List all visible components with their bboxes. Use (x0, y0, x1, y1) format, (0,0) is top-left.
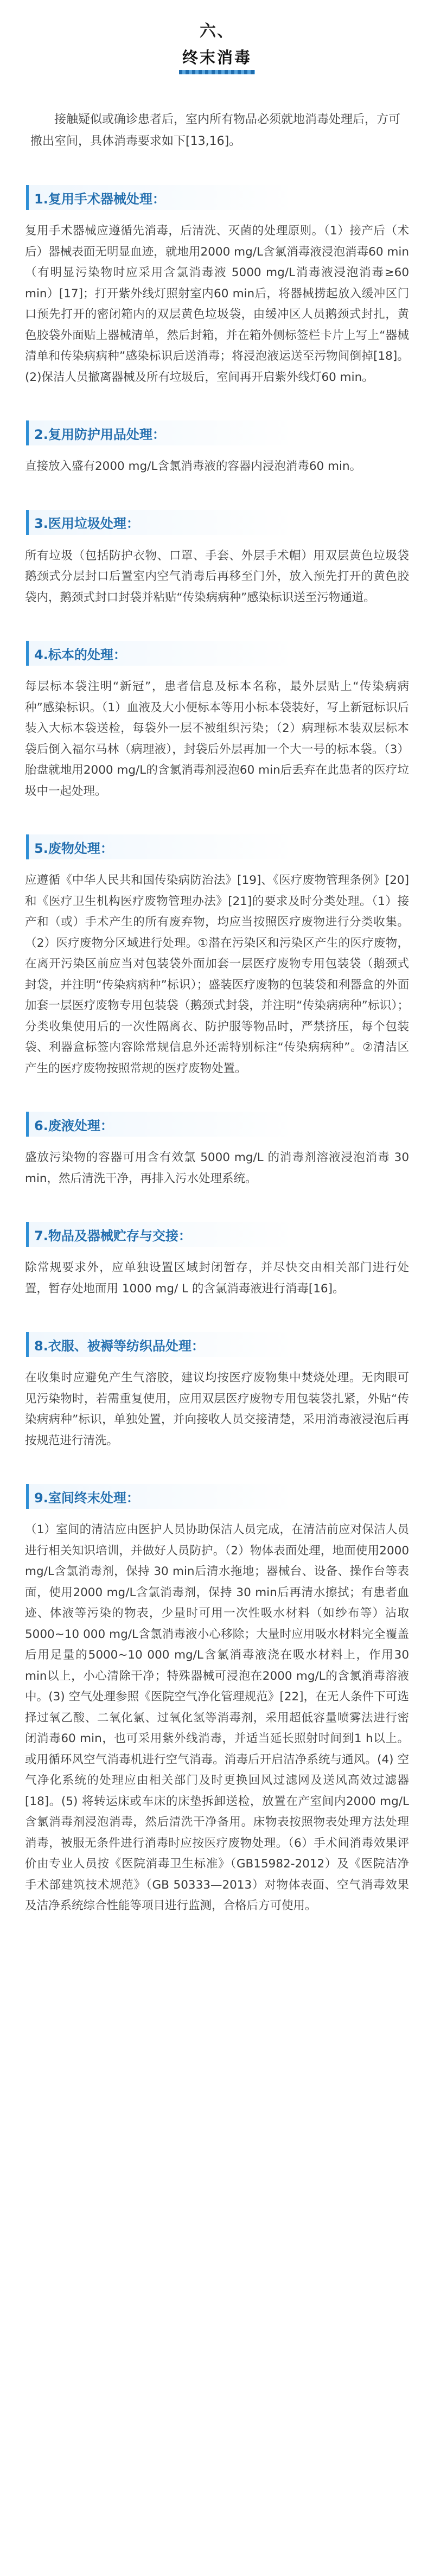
section-body (25, 1368, 409, 1451)
section-body (25, 456, 409, 477)
section-paragraph: 直接放入盛有2000 mg/L含氯消毒液的容器内浸泡消毒60 min。 (25, 460, 362, 473)
section-paragraph: （1）室间的清洁应由医护人员协助保洁人员完成，在清洁前应对保洁人员进行相关知识培训，并做好人员防护。（2）物体表面处理，地面使用2000 mg/L含氯消毒剂，保持 30 min后清水拖地；器械台、设备、操作台等表面，使用2000 mg/L含氯消毒剂，保持 30 min后再清水擦拭；有患者血迹、体液等污染的物表，少量时可用一次性吸水材料（如纱布等）沾取5000~10 000 mg/L含氯消毒液小心移除；大量时应用吸水材料完全覆盖后用足量的5000~10 000 mg/L含氯消毒液浇在吸水材料上，作用30 min以上，小心清除干净；特殊器械可浸泡在2000 mg/L的含氯消毒溶液中。(3) 空气处理参照《医院空气净化管理规范》[22]，在无人条件下可选择过氧乙酸、二氧化氯、过氧化氢等消毒剂，采用超低容量喷雾法进行密闭消毒60 min，也可采用紫外线消毒，并适当延长照射时间到1 h以上。或用循环风空气消毒机进行空气消毒。消毒后开启洁净系统与通风。(4) 空气净化系统的处理应由相关部门及时更换回风过滤网及送风高效过滤器[18]。(5) 将转运床或车床的床垫拆卸送检，放置在产室间内2000 mg/L含氯消毒剂浸泡消毒，然后清洗干净备用。床物表按照物表处理方法处理消毒，被服无条件进行消毒时应按医疗废物处理。（6）手术间消毒效果评价由专业人员按《医院消毒卫生标准》（GB15982-2012）及《医院洁净手术部建筑技术规范》（GB 50333—2013）对物体表面、空气消毒效果及洁净系统综合性能等项目进行监测，合格后方可使用。 (25, 1523, 409, 1912)
section-paragraph: 所有垃圾（包括防护衣物、口罩、手套、外层手术帽）用双层黄色垃圾袋鹅颈式分层封口后置室内空气消毒后再移至门外，放入预先打开的黄色胶袋内，鹅颈式封口封袋并粘贴“传染病病种”感染标识送至污物通道。 (25, 549, 409, 604)
section-heading (26, 1332, 408, 1357)
chapter-title: 终末消毒 (182, 48, 252, 67)
section-heading (26, 1484, 408, 1509)
section-paragraph: 除常规要求外，应单独设置区域封闭暂存，并尽快交由相关部门进行处置，暂存处地面用 1000 mg/ L 的含氯消毒液进行消毒[16]。 (25, 1261, 409, 1296)
section-heading (26, 420, 408, 445)
section-body (25, 546, 409, 609)
section-title: 3.医用垃圾处理： (34, 516, 139, 531)
section-heading (26, 510, 408, 535)
section-paragraph: 复用手术器械应遵循先消毒，后清洗、灭菌的处理原则。（1）接产后（术后）器械表面无明显血迹，就地用2000 mg/L含氯消毒液浸泡消毒60 min（有明显污染物时应采用含氯消毒液 5000 mg/L消毒液浸泡消毒≥60 min）[17]；打开紫外线灯照射室内60 min后，将器械捞起放入缓冲区门口预先打开的密闭箱内的双层黄色垃圾袋，由缓冲区人员鹅颈式封扎，黄色胶袋外面贴上器械清单，然后封箱，并在箱外侧标签栏卡片上写上“器械清单和传染病病种”感染标识后送消毒；将浸泡液运送至污物间倒掉[18]。(2)保洁人员撤离器械及所有垃圾后，室间再开启紫外线灯60 min。 (25, 224, 409, 384)
section (0, 420, 434, 477)
section (0, 185, 434, 388)
sections-container (0, 185, 434, 1917)
section (0, 834, 434, 1079)
section-body (25, 1520, 409, 1917)
section (0, 641, 434, 802)
chapter-number: 六、 (200, 22, 234, 41)
section-paragraph: 在收集时应避免产生气溶胶，建议均按医疗废物集中焚烧处理。无肉眼可见污染物时，若需重复使用，应用双层医疗废物专用包装袋扎紧，外贴“传染病病种”标识，单独处置，并向接收人员交接清楚，采用消毒液浸泡后再按规范进行清洗。 (25, 1371, 409, 1448)
intro-paragraph: 接触疑似或确诊患者后，室内所有物品必须就地消毒处理后，方可撤出室间，具体消毒要求如下[13,16]。 (30, 113, 401, 148)
chapter-header (0, 13, 434, 74)
section-body (25, 677, 409, 802)
section-title: 8.衣服、被褥等纺织品处理： (34, 1338, 205, 1354)
section-title: 7.物品及器械贮存与交接： (34, 1228, 192, 1244)
section-title: 2.复用防护用品处理： (34, 426, 165, 442)
section-heading (26, 1222, 408, 1247)
section-title: 1.复用手术器械处理： (34, 191, 165, 207)
section-paragraph: 应遵循《中华人民共和国传染病防治法》[19]、《医疗废物管理条例》[20]和《医疗卫生机构医疗废物管理办法》[21]的要求及时分类处理。（1）接产和（或）手术产生的所有废弃物，均应当按照医疗废物进行分类收集。（2）医疗废物分区域进行处理。①潜在污染区和污染区产生的医疗废物，在离开污染区前应当对包装袋外面加套一层医疗废物专用包装袋（鹅颈式封袋，并注明“传染病病种”标识）；盛装医疗废物的包装袋和利器盒的外面加套一层医疗废物专用包装袋（鹅颈式封袋，并注明“传染病病种”标识）；分类收集使用后的一次性隔离衣、防护服等物品时，严禁挤压，每个包装袋、利器盒标签内容除常规信息外还需特别标注“传染病病种”。②清洁区产生的医疗废物按照常规的医疗废物处置。 (25, 873, 409, 1075)
section (0, 1332, 434, 1451)
section-title: 9.室间终末处理： (34, 1490, 139, 1506)
section-body (25, 1258, 409, 1299)
section-paragraph: 盛放污染物的容器可用含有效氯 5000 mg/L 的消毒剂溶液浸泡消毒 30 min，然后清洗干净，再排入污水处理系统。 (25, 1151, 409, 1185)
section-title: 4.标本的处理： (34, 647, 126, 662)
section-heading (26, 185, 408, 210)
section-title: 5.废物处理： (34, 840, 113, 856)
section-title: 6.废液处理： (34, 1118, 113, 1133)
section (0, 1222, 434, 1299)
section (0, 1112, 434, 1189)
section-heading (26, 641, 408, 666)
section (0, 510, 434, 609)
section-body (25, 221, 409, 388)
section-body (25, 870, 409, 1079)
section-heading (26, 834, 408, 859)
section (0, 1484, 434, 1917)
section-heading (26, 1112, 408, 1137)
section-paragraph: 每层标本袋注明“新冠”，患者信息及标本名称，最外层贴上“传染病病种”感染标识。（1）血液及大小便标本等用小标本袋装好，写上新冠标识后装入大标本袋送检，每袋外一层不被组织污染；（2）病理标本装双层标本袋后倒入福尔马林（病理液），封袋后外层再加一个大一号的标本袋。（3）胎盘就地用2000 mg/L的含氯消毒剂浸泡60 min后丢弃在此患者的医疗垃圾中一起处理。 (25, 680, 409, 798)
section-body (25, 1147, 409, 1189)
chapter-title-wrap (179, 46, 255, 74)
title-underline-decoration (179, 70, 255, 74)
